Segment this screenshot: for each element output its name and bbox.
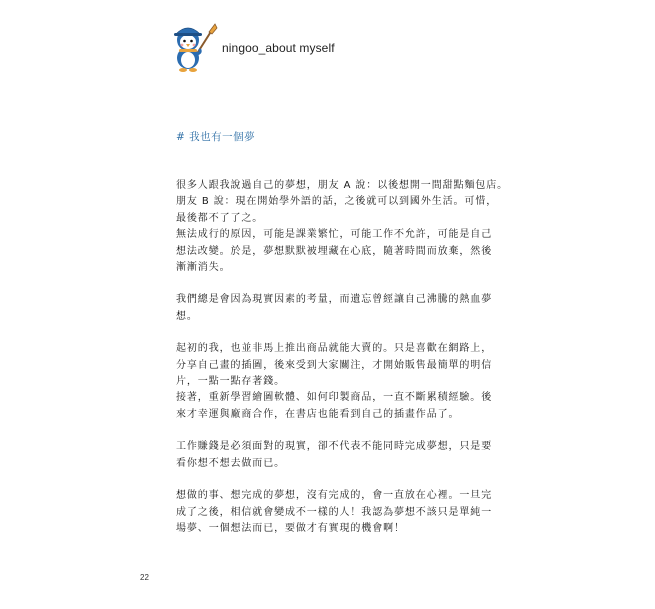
paragraph xyxy=(176,341,491,423)
text-line: 起初的我，也並非馬上推出商品就能大賣的。只是喜歡在網路上， xyxy=(176,343,493,355)
text-line: 想做的事、想完成的夢想，沒有完成的，會一直放在心裡。一旦完 xyxy=(176,490,493,502)
text-line: 朋友 B 說：現在開始學外語的話，之後就可以到國外生活。可惜， xyxy=(176,196,498,208)
text-line: 來才幸運與廠商合作，在書店也能看到自己的插畫作品了。 xyxy=(176,408,460,420)
text-line: 想法改變。於是，夢想默默被埋藏在心底，隨著時間而放棄，然後 xyxy=(176,245,493,257)
paragraph xyxy=(176,178,508,276)
paragraph xyxy=(176,439,491,472)
text-line: 我們總是會因為現實因素的考量，而遺忘曾經讓自己沸騰的熱血夢 xyxy=(176,294,493,306)
text-line: 工作賺錢是必須面對的現實，卻不代表不能同時完成夢想，只是要 xyxy=(176,441,493,453)
page-header-title: ningoo_about myself xyxy=(222,41,335,55)
text-line: 看你想不想去做而已。 xyxy=(176,457,285,469)
text-line: 很多人跟我說過自己的夢想，朋友 A 說：以後想開一間甜點麵包店。 xyxy=(176,180,508,191)
text-line: 場夢、一個想法而已，要做才有實現的機會啊！ xyxy=(176,522,405,534)
paragraph xyxy=(176,292,491,325)
penguin-mascot-icon xyxy=(168,22,218,74)
text-line: 無法成行的原因，可能是課業繁忙，可能工作不允許，可能是自己 xyxy=(176,229,493,241)
text-line: 片，一點一點存著錢。 xyxy=(176,376,285,388)
text-line: 想。 xyxy=(176,310,198,322)
text-line: 漸漸消失。 xyxy=(176,262,231,274)
text-line: 成了之後，相信就會變成不一樣的人！我認為夢想不該只是單純一 xyxy=(176,506,493,518)
text-line: 分享自己畫的插圖，後來受到大家關注，才開始販售最簡單的明信 xyxy=(176,359,493,371)
section-heading: # 我也有一個夢 xyxy=(176,131,256,143)
text-line: 最後都不了了之。 xyxy=(176,212,264,224)
paragraph xyxy=(176,488,491,537)
text-line: 接著，重新學習繪圖軟體、如何印製商品，一直不斷累積經驗。後 xyxy=(176,392,493,404)
page-number: 22 xyxy=(140,573,149,582)
article-body xyxy=(176,178,508,537)
page-header xyxy=(168,22,335,74)
